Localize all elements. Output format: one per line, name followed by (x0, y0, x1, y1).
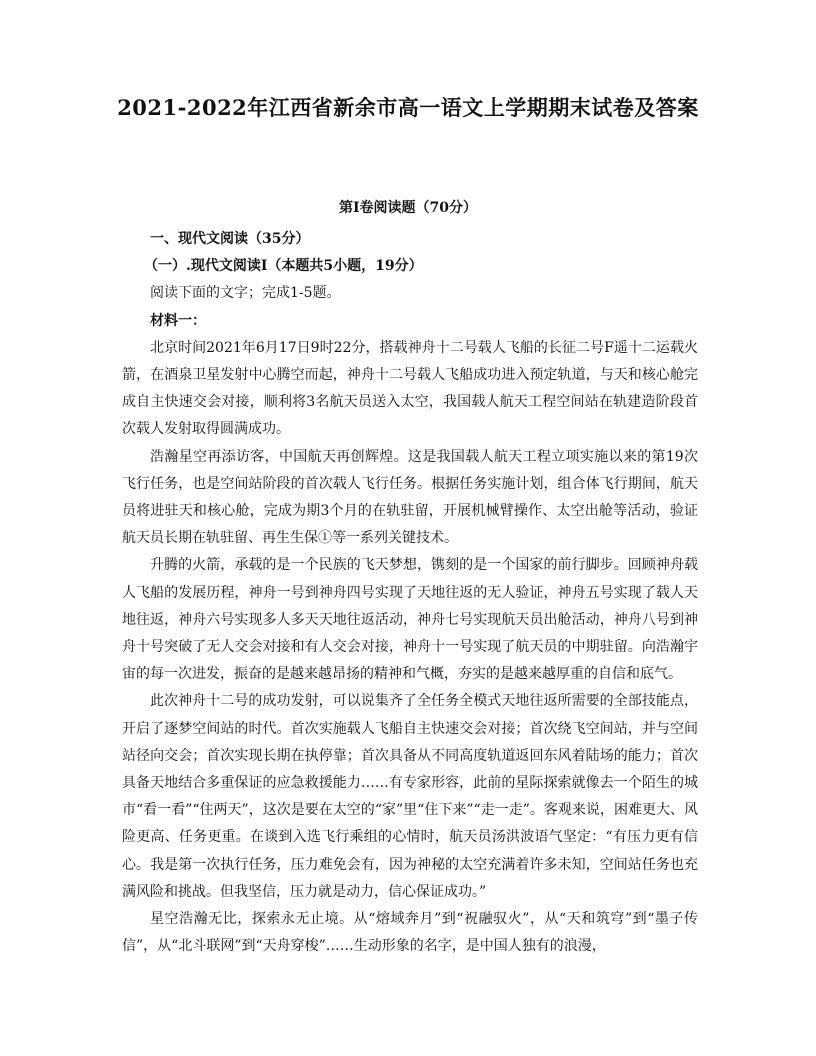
material-label: 材料一： (150, 312, 206, 329)
paragraph: 星空浩瀚无比，探索永无止境。从“熔域奔月”到“祝融驭火”，从“天和筑穹”到“墨子传信”，从“北斗联网”到“天舟穿梭”……生动形象的名字，是中国人独有的浪漫， (122, 911, 698, 955)
paragraph: 此次神舟十二号的成功发射，可以说集齐了全任务全模式天地往返所需要的全部技能点，开启了逐梦空间站的时代。首次实施载人飞船自主快速交会对接；首次绕飞空间站，并与空间站径向交会；首次实现长期在执停靠；首次具备从不同高度轨道返回东风着陆场的能力；首次具备天地结合多重保证的应急救援能力……有专家形容，此前的星际探索就像去一个陌生的城市“看一看”“住两天”，这次是要在太空的“家”里“住下来”“走一走”。客观来说，困难更大、风险更高、任务更重。在谈到入选飞行乘组的心情时，航天员汤洪波语气坚定：“有压力更有信心。我是第一次执行任务，压力难免会有，因为神秘的太空充满着许多未知，空间站任务也充满风险和挑战。但我坚信，压力就是动力，信心保证成功。” (122, 693, 698, 900)
paragraph: 浩瀚星空再添访客，中国航天再创辉煌。这是我国载人航天工程立项实施以来的第19次飞行任务，也是空间站阶段的首次载人飞行任务。根据任务实施计划，组合体飞行期间，航天员将进驻天和核心舱，完成为期3个月的在轨驻留，开展机械臂操作、太空出舱等活动，验证航天员长期在轨驻留、再生生保①等一系列关键技术。 (122, 448, 698, 547)
paragraph: 北京时间2021年6月17日9时22分，搭载神舟十二号载人飞船的长征二号F遥十二运载火箭，在酒泉卫星发射中心腾空而起，神舟十二号载人飞船成功进入预定轨道，与天和核心舱完成自主快速交会对接，顺利将3名航天员送入太空，我国载人航天工程空间站在轨建造阶段首次载人发射取得圆满成功。 (122, 339, 698, 438)
volume-heading: 第Ⅰ卷阅读题（70分） (338, 200, 478, 216)
section-heading: 一、现代文阅读（35分） (150, 231, 310, 247)
document-body (122, 226, 698, 960)
subsection-heading: （一）.现代文阅读Ⅰ（本题共5小题，19分） (144, 258, 423, 275)
instruction-text: 阅读下面的文字；完成1-5题。 (150, 285, 341, 302)
paragraph: 升腾的火箭，承载的是一个民族的飞天梦想，镌刻的是一个国家的前行脚步。回顾神舟载人飞船的发展历程，神舟一号到神舟四号实现了天地往返的无人验证，神舟五号实现了载人天地往返，神舟六号实现多人多天天地往返活动，神舟七号实现航天员出舱活动，神舟八号到神舟十号突破了无人交会对接和有人交会对接，神舟十一号实现了航天员的中期驻留。向浩瀚宇宙的每一次进发，振奋的是越来越昂扬的精神和气概，夯实的是越来越厚重的自信和底气。 (122, 557, 698, 683)
document-title: 2021-2022年江西省新余市高一语文上学期期末试卷及答案 (117, 95, 699, 120)
